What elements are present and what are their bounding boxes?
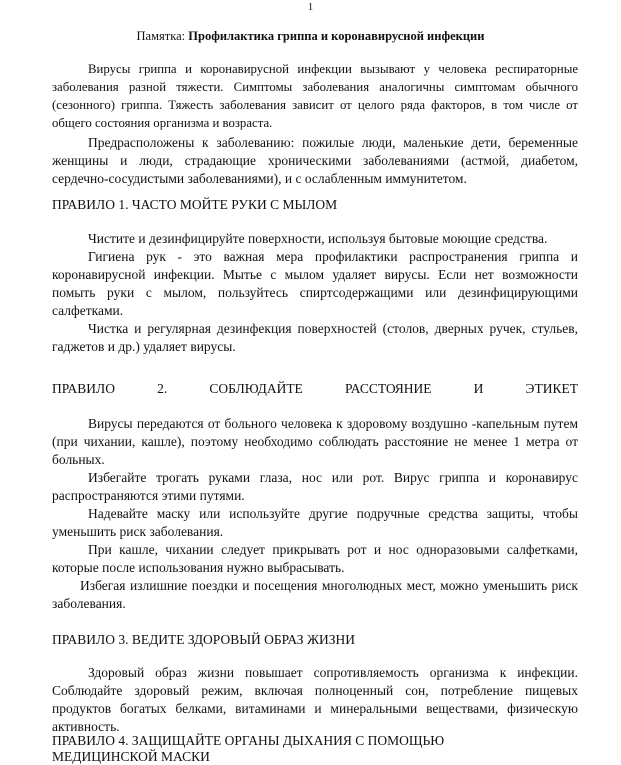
rule2-paragraph-4: При кашле, чихании следует прикрывать рот и нос одноразовыми салфетками, которые после использования нужно выбрасывать. bbox=[52, 542, 578, 575]
rule2-heading-word: ПРАВИЛО bbox=[52, 381, 115, 396]
document-title bbox=[0, 28, 621, 44]
rule2-heading-word: СОБЛЮДАЙТЕ bbox=[209, 381, 303, 396]
rule1-heading: ПРАВИЛО 1. ЧАСТО МОЙТЕ РУКИ С МЫЛОМ bbox=[52, 197, 338, 212]
rule2-heading-word: 2. bbox=[157, 381, 168, 396]
title-main: Профилактика гриппа и коронавирусной инфекции bbox=[188, 29, 485, 43]
title-prefix: Памятка: bbox=[136, 29, 189, 43]
intro-paragraph-1: Вирусы гриппа и коронавирусной инфекции вызывают у человека респираторные заболевания разной тяжести. Симптомы заболевания аналогичны симптомам обычного (сезонного) гриппа. Тяжесть заболевания зависит от целого ряда факторов, в том числе от общего состояния организма и возраста. bbox=[52, 62, 578, 130]
rule1-section bbox=[52, 230, 578, 356]
rule3-paragraph-1: Здоровый образ жизни повышает сопротивляемость организма к инфекции. Соблюдайте здоровый режим, включая полноценный сон, потребление пищевых продуктов богатых белками, витаминами и минеральными веществами, физическую активность. bbox=[52, 665, 578, 734]
rule2-paragraph-2: Избегайте трогать руками глаза, нос или рот. Вирус гриппа и коронавирус распространяются этими путями. bbox=[52, 470, 578, 503]
intro-section bbox=[52, 60, 578, 188]
rule1-paragraph-2: Гигиена рук - это важная мера профилактики распространения гриппа и коронавирусной инфекции. Мытье с мылом удаляет вирусы. Если нет возможности помыть руки с мылом, пользуйтесь спиртсодержащими или дезинфицирующими салфетками. bbox=[52, 249, 578, 318]
rule4-heading bbox=[52, 733, 592, 765]
rule2-heading-word: ЭТИКЕТ bbox=[525, 381, 578, 396]
page-number: 1 bbox=[307, 1, 314, 13]
rule3-section bbox=[52, 664, 578, 736]
rule1-paragraph-1: Чистите и дезинфицируйте поверхности, используя бытовые моющие средства. bbox=[88, 231, 548, 246]
rule2-paragraph-5: Избегая излишние поездки и посещения многолюдных мест, можно уменьшить риск заболевания. bbox=[52, 578, 578, 611]
rule2-paragraph-3: Надевайте маску или используйте другие подручные средства защиты, чтобы уменьшить риск заболевания. bbox=[52, 506, 578, 539]
rule4-heading-line-2: МЕДИЦИНСКОЙ МАСКИ bbox=[52, 749, 210, 764]
rule2-heading-word: РАССТОЯНИЕ bbox=[344, 381, 432, 396]
rule1-paragraph-3: Чистка и регулярная дезинфекция поверхностей (столов, дверных ручек, стульев, гаджетов и др.) удаляет вирусы. bbox=[52, 321, 578, 354]
rule2-heading bbox=[52, 380, 578, 398]
rule2-paragraph-1: Вирусы передаются от больного человека к здоровому воздушно -капельным путем (при чихании, кашле), поэтому необходимо соблюдать расстояние не менее 1 метра от больных. bbox=[52, 416, 578, 467]
intro-paragraph-2: Предрасположены к заболеванию: пожилые люди, маленькие дети, беременные женщины и люди, страдающие хроническими заболеваниями (астмой, диабетом, сердечно-сосудистыми заболеваниями), и с ослабленным иммунитетом. bbox=[52, 135, 578, 186]
rule3-heading: ПРАВИЛО 3. ВЕДИТЕ ЗДОРОВЫЙ ОБРАЗ ЖИЗНИ bbox=[52, 632, 356, 647]
rule2-section bbox=[52, 415, 578, 613]
rule2-heading-word: И bbox=[473, 381, 484, 396]
rule4-heading-line-1: ПРАВИЛО 4. ЗАЩИЩАЙТЕ ОРГАНЫ ДЫХАНИЯ С ПОМОЩЬЮ bbox=[52, 733, 445, 748]
